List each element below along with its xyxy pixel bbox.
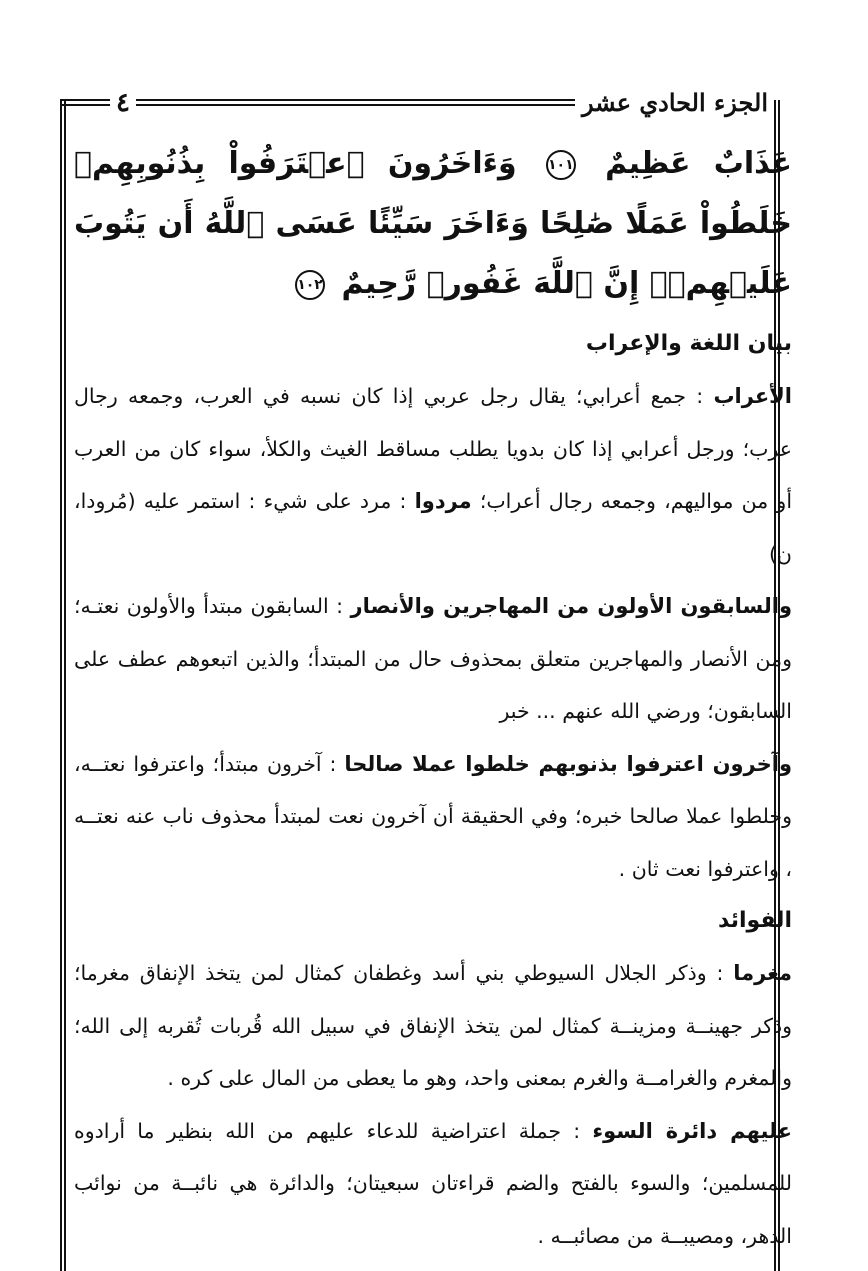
header-rule: [60, 99, 575, 106]
running-header: [60, 90, 780, 116]
entry-paragraph: [74, 1105, 792, 1263]
entry-paragraph: [74, 580, 792, 738]
entry-term: والسابقون الأولون من المهاجرين والأنصار: [350, 594, 792, 618]
entry-text: : آخرون مبتدأ؛ واعترفوا نعتــه، وخلطوا عملا صالحا خبره؛ وفي الحقيقة أن آخرون نعت لمبتدأ محذوف ناب عنه نعتــه ، واعترفوا نعت ثان .: [74, 751, 792, 881]
entry-term: وآخرون اعترفوا بذنوبهم خلطوا عملا صالحا: [344, 751, 792, 776]
entry-text: : السابقون مبتدأ والأولون نعتـه؛ ومن الأنصار والمهاجرين متعلق بمحذوف حال من المبتدأ؛ والذين اتبعوهم عطف على السابقون؛ ورضي الله عنهم ... خبر: [74, 594, 792, 723]
entry-term: الأعراب: [713, 384, 792, 408]
entry-term: عليهم دائرة السوء: [592, 1118, 792, 1143]
quran-verse: [74, 134, 792, 314]
verse-text: عَذَابٌ عَظِيمٌ: [605, 146, 793, 181]
section-heading: بيان اللغة والإعراب: [585, 331, 792, 356]
entry-term: مغرما: [733, 961, 792, 985]
entry-term: مردوا: [414, 489, 472, 513]
entry-paragraph: [74, 370, 792, 580]
running-title: الجزء الحادي عشر: [578, 88, 772, 117]
verse-text: وَءَاخَرَ سَيِّئًا عَسَى ٱللَّهُ أَن يَتُوبَ عَلَيۡهِمۡۚ إِنَّ ٱللَّهَ غَفُورٞ رَّحِيمٌ: [74, 206, 792, 301]
entry-text: : مرد على شيء : استمر عليه (مُرودا، ن): [74, 489, 792, 566]
page-body: [74, 130, 792, 1262]
ayah-marker: ١٠١: [546, 150, 576, 180]
section-heading: الفوائد: [718, 908, 792, 933]
entry-paragraph: [74, 738, 792, 896]
entry-paragraph: [74, 947, 792, 1105]
entry-text: : جمع أعرابي؛ يقال رجل عربي إذا كان نسبه في العرب، وجمعه رجال عرب؛ ورجل أعرابي إذا كان بدويا يطلب مساقط الغيث والكلأ، سواء كان من العرب أو من مواليهم، وجمعه رجال أعراب؛: [74, 384, 793, 513]
entry-text: : وذكر الجلال السيوطي بني أسد وغطفان كمثال لمن يتخذ الإنفاق مغرما؛ وذكر جهينــة ومزينــة كمثال لمن يتخذ الإنفاق في سبيل الله قُربات تُقربه إلى الله؛ والمغرم والغرامــة والغرم بمعنى واحد، وهو ما يعطى من المال على كره .: [74, 961, 792, 1090]
entry-text: : جملة اعتراضية للدعاء عليهم من الله بنظير ما أرادوه للمسلمين؛ والسوء بالفتح والضم قراءتان سبعيتان؛ والدائرة هي نائبــة من نوائب الدهر، ومصيبــة من مصائبــه .: [74, 1118, 792, 1248]
page-number: ٤: [110, 88, 136, 118]
verse-text: وَءَاخَرُونَ ٱعۡتَرَفُواْ بِذُنُوبِهِمۡ خَلَطُواْ عَمَلًا صَٰلِحًا: [74, 146, 792, 241]
ayah-marker: ١٠٢: [295, 270, 325, 300]
